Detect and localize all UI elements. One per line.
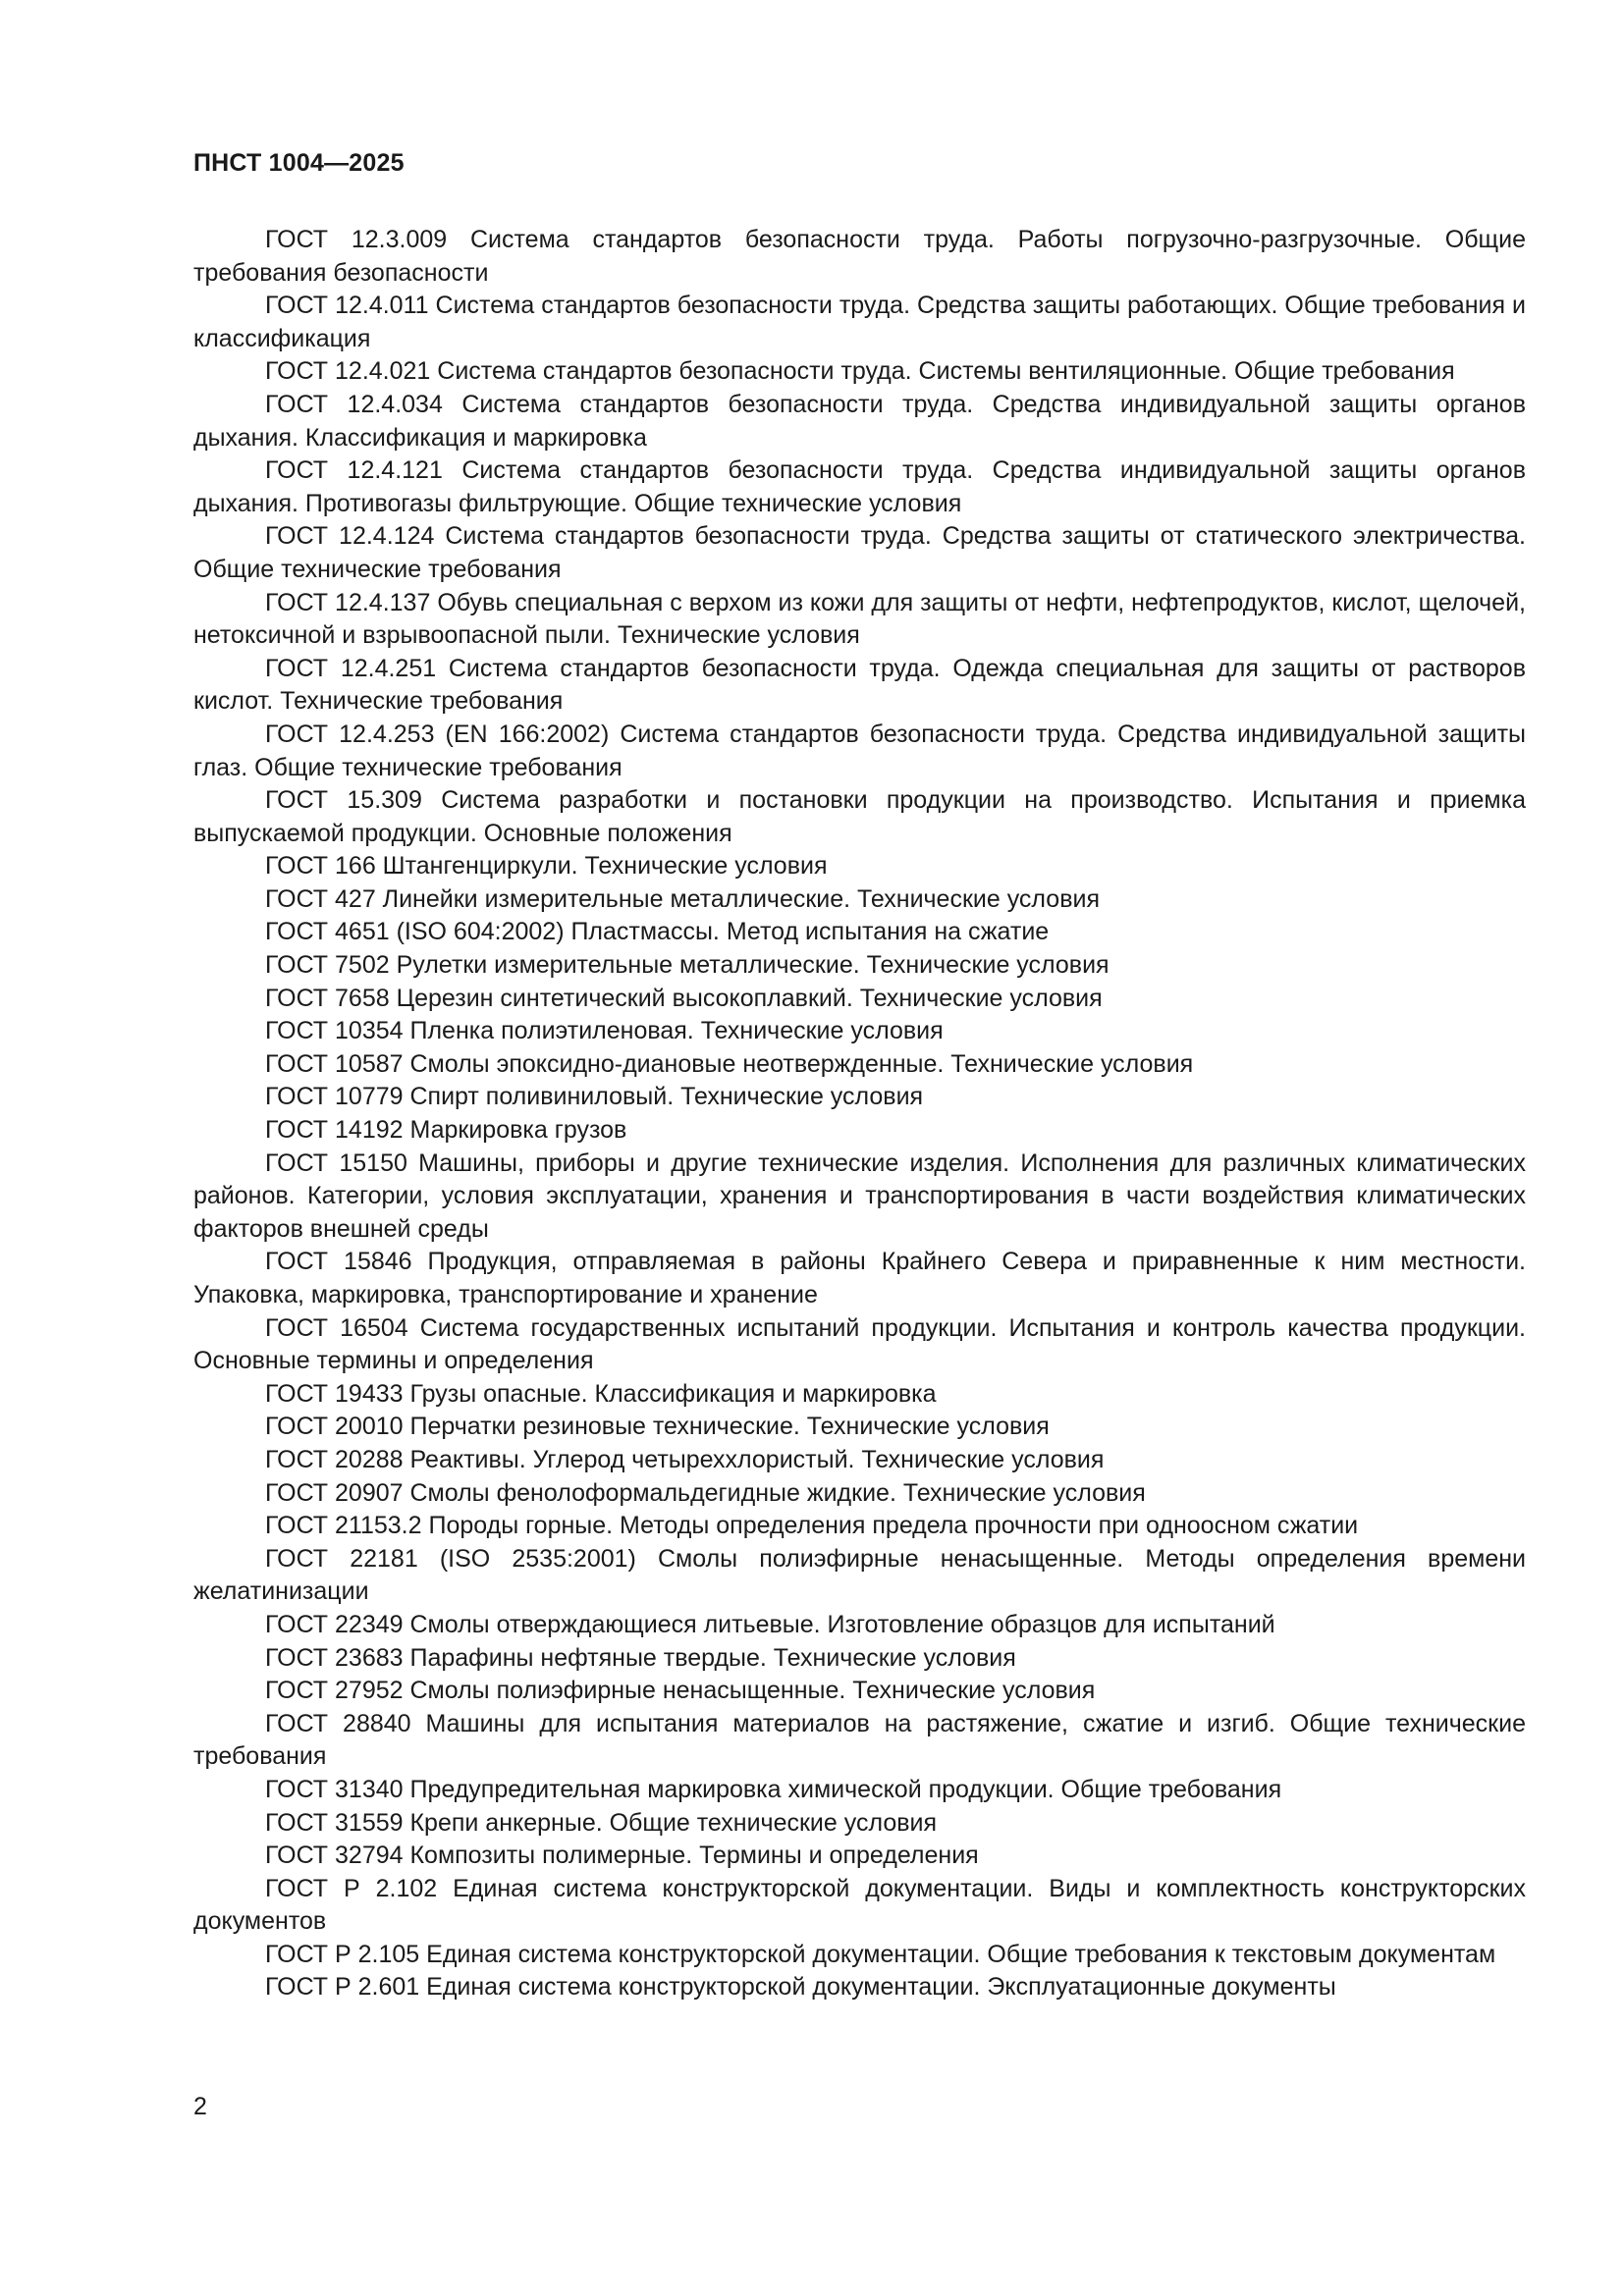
reference-item: ГОСТ 22181 (ISO 2535:2001) Смолы полиэфирные ненасыщенные. Методы определения времени желатинизации xyxy=(193,1544,1526,1606)
reference-item: ГОСТ 31559 Крепи анкерные. Общие технические условия xyxy=(265,1808,938,1837)
reference-item: ГОСТ 32794 Композиты полимерные. Термины и определения xyxy=(265,1842,979,1870)
reference-item: ГОСТ 10587 Смолы эпоксидно-диановые неотвержденные. Технические условия xyxy=(265,1049,1194,1078)
reference-item: ГОСТ 20288 Реактивы. Углерод четыреххлористый. Технические условия xyxy=(265,1445,1105,1473)
reference-item: ГОСТ 12.4.137 Обувь специальная с верхом из кожи для защиты от нефти, нефтепродуктов, кислот, щелочей, нетоксичной и взрывоопасной пыли. Технические условия xyxy=(193,588,1526,650)
reference-item: ГОСТ 15.309 Система разработки и постановки продукции на производство. Испытания и приемка выпускаемой продукции. Основные положения xyxy=(193,786,1526,847)
reference-item: ГОСТ 23683 Парафины нефтяные твердые. Технические условия xyxy=(265,1643,1016,1672)
reference-item: ГОСТ 19433 Грузы опасные. Классификация и маркировка xyxy=(265,1379,937,1408)
reference-item: ГОСТ 14192 Маркировка грузов xyxy=(265,1116,627,1145)
reference-item: ГОСТ 20010 Перчатки резиновые технические. Технические условия xyxy=(265,1413,1050,1441)
reference-item: ГОСТ 166 Штангенциркули. Технические условия xyxy=(265,852,828,881)
reference-item: ГОСТ 22349 Смолы отверждающиеся литьевые. Изготовление образцов для испытаний xyxy=(265,1610,1275,1638)
reference-item: ГОСТ 21153.2 Породы горные. Методы определения предела прочности при одноосном сжатии xyxy=(265,1512,1359,1540)
reference-item: ГОСТ 12.4.253 (EN 166:2002) Система стандартов безопасности труда. Средства индивидуальной защиты глаз. Общие технические требования xyxy=(193,720,1526,781)
reference-item: ГОСТ 15150 Машины, приборы и другие технические изделия. Исполнения для различных климатических районов. Категории, условия эксплуатации, хранения и транспортирования в части воздействия климатических факторов внешней среды xyxy=(193,1148,1526,1243)
normative-references-list xyxy=(193,224,1526,2004)
reference-item: ГОСТ 10354 Пленка полиэтиленовая. Технические условия xyxy=(265,1017,944,1045)
reference-item: ГОСТ 12.4.011 Система стандартов безопасности труда. Средства защиты работающих. Общие требования и классификация xyxy=(193,292,1526,352)
reference-item: ГОСТ 20907 Смолы фенолоформальдегидные жидкие. Технические условия xyxy=(265,1478,1146,1507)
reference-item: ГОСТ 12.4.124 Система стандартов безопасности труда. Средства защиты от статического электричества. Общие технические требования xyxy=(193,522,1526,583)
reference-item: ГОСТ 28840 Машины для испытания материалов на растяжение, сжатие и изгиб. Общие технические требования xyxy=(193,1709,1526,1771)
reference-item: ГОСТ 31340 Предупредительная маркировка химической продукции. Общие требования xyxy=(265,1775,1282,1803)
reference-item: ГОСТ 15846 Продукция, отправляемая в районы Крайнего Севера и приравненные к ним местности. Упаковка, маркировка, транспортирование и хранение xyxy=(193,1248,1526,1308)
reference-item: ГОСТ 12.4.251 Система стандартов безопасности труда. Одежда специальная для защиты от растворов кислот. Технические требования xyxy=(193,654,1526,716)
reference-item: ГОСТ 12.4.121 Система стандартов безопасности труда. Средства индивидуальной защиты органов дыхания. Противогазы фильтрующие. Общие технические условия xyxy=(193,456,1526,517)
reference-item: ГОСТ 427 Линейки измерительные металлические. Технические условия xyxy=(265,884,1100,913)
reference-item: ГОСТ Р 2.601 Единая система конструкторской документации. Эксплуатационные документы xyxy=(265,1973,1336,2002)
reference-item: ГОСТ 16504 Система государственных испытаний продукции. Испытания и контроль качества продукции. Основные термины и определения xyxy=(193,1313,1526,1375)
reference-item: ГОСТ Р 2.105 Единая система конструкторской документации. Общие требования к текстовым документам xyxy=(265,1940,1496,1968)
reference-item: ГОСТ 7658 Церезин синтетический высокоплавкий. Технические условия xyxy=(265,984,1103,1012)
reference-item: ГОСТ 4651 (ISO 604:2002) Пластмассы. Метод испытания на сжатие xyxy=(265,918,1050,946)
document-designation: ПНСТ 1004—2025 xyxy=(193,149,405,177)
reference-item: ГОСТ 7502 Рулетки измерительные металлические. Технические условия xyxy=(265,951,1110,980)
reference-item: ГОСТ 12.4.021 Система стандартов безопасности труда. Системы вентиляционные. Общие требования xyxy=(265,357,1455,386)
reference-item: ГОСТ 27952 Смолы полиэфирные ненасыщенные. Технические условия xyxy=(265,1677,1096,1705)
page-number: 2 xyxy=(193,2093,207,2120)
reference-item: ГОСТ 12.3.009 Система стандартов безопасности труда. Работы погрузочно-разгрузочные. Общие требования безопасности xyxy=(193,226,1526,287)
reference-item: ГОСТ 12.4.034 Система стандартов безопасности труда. Средства индивидуальной защиты органов дыхания. Классификация и маркировка xyxy=(193,390,1526,452)
reference-item: ГОСТ Р 2.102 Единая система конструкторской документации. Виды и комплектность конструкторских документов xyxy=(193,1874,1526,1936)
reference-item: ГОСТ 10779 Спирт поливиниловый. Технические условия xyxy=(265,1083,924,1111)
